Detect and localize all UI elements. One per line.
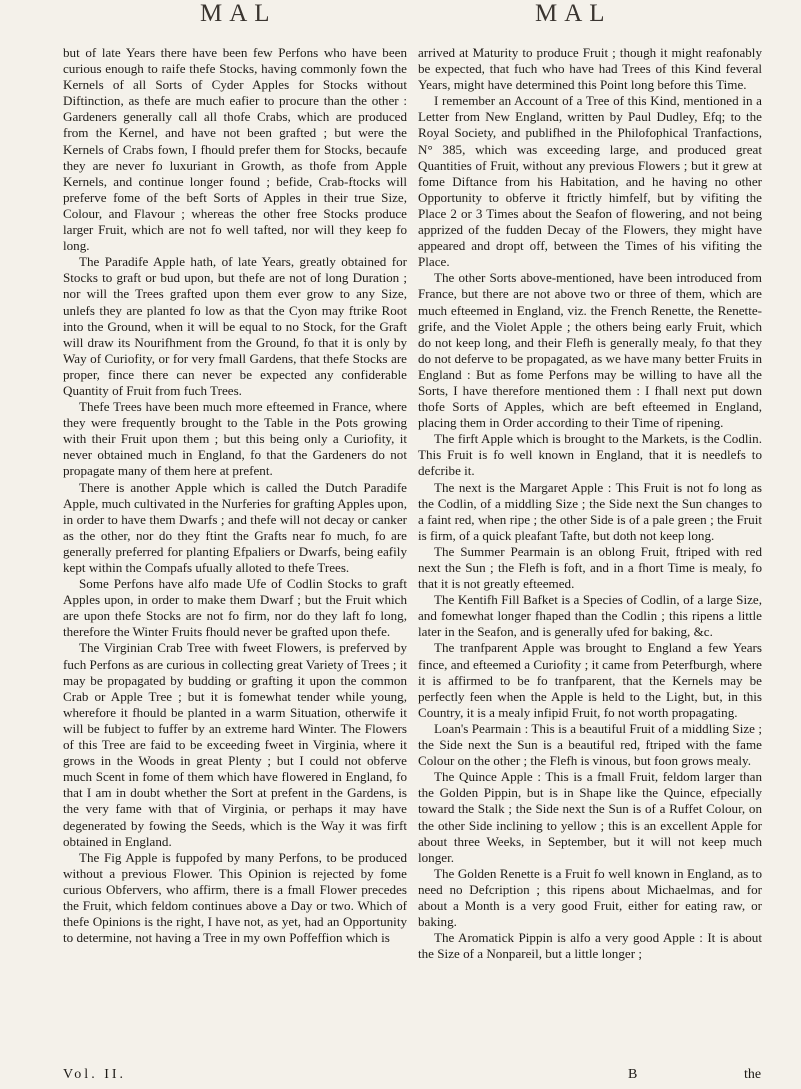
paragraph: I remember an Account of a Tree of this Kind, mentioned in a Letter from New England, written by Paul Dudley, Efq; to the Royal Society, and publifhed in the Philofophical Tranfactions, N° 385, which was exceeding large, and produced great Quantities of Fruit, without any previous Flowers ; but it grew at fome Diftance from his Habitation, and he having no other Opportunity to obferve it ftrictly himfelf, but by vifiting the Place 2 or 3 Times about the Seafon of flowering, and not being apprized of the fudden Decay of the Flowers, they might have appeared and dropt off, between the Times of his vifiting the Place. xyxy=(418,93,762,270)
left-column xyxy=(63,45,407,946)
paragraph: Some Perfons have alfo made Ufe of Codlin Stocks to graft Apples upon, in order to make them Dwarf ; but the Fruit which are upon thefe Stocks are not fo firm, nor do they laft fo long, therefore the Winter Fruits fhould never be grafted upon thefe. xyxy=(63,576,407,640)
paragraph: The other Sorts above-mentioned, have been introduced from France, but there are not above two or three of them, which are much efteemed in England, viz. the French Renette, the Renette-grife, and the Violet Apple ; the others being early Fruit, which do not keep long, and their Flefh is generally mealy, fo that they do not deferve to be propagated, as we have many better Fruits in England : But as fome Perfons may be willing to have all the Sorts, I have therefore mentioned them : I fhall next put down thofe Sorts of Apples, which are beft efteemed in England, placing them in Order according to their Time of ripening. xyxy=(418,270,762,431)
paragraph: The Summer Pearmain is an oblong Fruit, ftriped with red next the Sun ; the Flefh is foft, and in a fhort Time is mealy, fo that it is not greatly efteemed. xyxy=(418,543,762,592)
paragraph: The Quince Apple : This is a fmall Fruit, feldom larger than the Golden Pippin, but is in Shape like the Quince, efpecially toward the Stalk ; the Side next the Sun is of a Ruffet Colour, on the other Side inclining to yellow ; this is an excellent Apple for about three Weeks, in September, but it will not keep much longer. xyxy=(418,769,762,865)
paragraph: The Virginian Crab Tree with fweet Flowers, is preferved by fuch Perfons as are curious in collecting great Variety of Trees ; it may be propagated by budding or grafting it upon the common Crab or Apple Tree ; but it is fomewhat tender while young, wherefore it fhould be planted in a warm Situation, otherwife it will be fubject to fuffer by an extreme hard Winter. The Flowers of this Tree are faid to be exceeding fweet in Virginia, where it grows in the Woods in great Plenty ; but I could not obferve much Scent in fome of them which have flowered in England, fo that I am in doubt whether the Sort at prefent in the Gardens, is the very fame with that of Virginia, or perhaps it may have degenerated by fowing the Seeds, which is the Way it was firft obtained in England. xyxy=(63,640,407,849)
paragraph: There is another Apple which is called the Dutch Paradife Apple, much cultivated in the Nurferies for grafting Apples upon, in order to have them Dwarfs ; and thefe will not decay or canker as the other, nor do they ftint the Grafts near fo much, fo are generally preferred for planting Efpaliers or Dwarfs, being eafily kept within the Compafs ufually alloted to thefe Trees. xyxy=(63,479,407,575)
paragraph: The Golden Renette is a Fruit fo well known in England, as to need no Defcription ; this ripens about Michaelmas, and for about a Month is a very good Fruit, either for eating raw, or baking. xyxy=(418,865,762,930)
paragraph: Thefe Trees have been much more efteemed in France, where they were frequently brought to the Table in the Pots growing with their Fruit upon them ; but this being only a Curiofity, it never obtained much in England, fo that the Gardeners do not propagate many of them here at prefent. xyxy=(63,399,407,479)
running-head-right: MAL xyxy=(535,0,612,27)
paragraph: The next is the Margaret Apple : This Fruit is not fo long as the Codlin, of a middling Size ; the Side next the Sun changes to a faint red, when ripe ; the other Side is of a pale green ; the Fruit is firm, of a quick pleafant Tafte, but doth not keep long. xyxy=(418,479,762,543)
paragraph: arrived at Maturity to produce Fruit ; though it might reafonably be expected, that fuch who have had Trees of this Kind feveral Years, might have determined this Point long before this Time. xyxy=(418,45,762,93)
paragraph: The Kentifh Fill Bafket is a Species of Codlin, of a large Size, and fomewhat longer fhaped than the Codlin ; this ripens a little later in the Seafon, and is generally ufed for baking, &c. xyxy=(418,592,762,640)
paragraph: The tranfparent Apple was brought to England a few Years fince, and efteemed a Curiofity ; it came from Peterfburgh, where it is affirmed to be fo tranfparent, that the Kernels may be perfectly feen when the Apple is held to the Light, but, in this Country, it is a mealy infipid Fruit, fo not worth propagating. xyxy=(418,640,762,720)
paragraph: The Aromatick Pippin is alfo a very good Apple : It is about the Size of a Nonpareil, but a little longer ; xyxy=(418,930,762,962)
running-head-left: MAL xyxy=(200,0,277,27)
paragraph: The firft Apple which is brought to the Markets, is the Codlin. This Fruit is fo well known in England, that it is needlefs to defcribe it. xyxy=(418,431,762,479)
catchword: the xyxy=(744,1067,762,1082)
paragraph: The Fig Apple is fuppofed by many Perfons, to be produced without a previous Flower. This Opinion is rejected by fome curious Obfervers, who affirm, there is a fmall Flower precedes the Fruit, which feldom continues above a Day or two. Which of thefe Opinions is the right, I have not, as yet, had an Opportunity to determine, not having a Tree in my own Poffeffion which is xyxy=(63,849,407,946)
volume-number: Vol. II. xyxy=(63,1067,127,1082)
paragraph: The Paradife Apple hath, of late Years, greatly obtained for Stocks to graft or bud upon, but thefe are not of long Duration ; nor will the Trees grafted upon them ever grow to any Size, unlefs they are planted fo low as that the Cyon may ftrike Root into the Ground, when it will be equal to no Stock, for the Graft will draw its Nourifhment from the Ground, fo that it is only by Way of Curiofity, or for very fmall Gardens, that thefe Stocks are proper, fince there can never be expected any confiderable Quantity of Fruit from fuch Trees. xyxy=(63,254,407,398)
page-footer xyxy=(0,1067,801,1087)
running-head xyxy=(0,0,801,36)
paragraph: but of late Years there have been few Perfons who have been curious enough to raife thefe Stocks, having commonly fown the Kernels of all Sorts of Cyder Apples for Stocks without Diftinction, as thefe are much eafier to procure than the other : Gardeners generally call all thofe Crabs, which are produced from the Kernel, and have not been grafted ; but were the Kernels of Crabs fown, I fhould prefer them for Stocks, becaufe they are never fo luxuriant in Growth, as thofe from Apple Kernels, and continue longer found ; befide, Crab-ftocks will preferve fome of the beft Sorts of Apples in their true Size, Colour, and Flavour ; whereas the other free Stocks produce larger Fruit, which are not fo well tafted, nor will they keep fo long. xyxy=(63,45,407,254)
paragraph: Loan's Pearmain : This is a beautiful Fruit of a middling Size ; the Side next the Sun is a beautiful red, ftriped with the fame Colour on the other ; the Flefh is vinous, but foon grows mealy. xyxy=(418,720,762,769)
right-column xyxy=(418,45,762,962)
signature-mark: B xyxy=(628,1067,638,1082)
